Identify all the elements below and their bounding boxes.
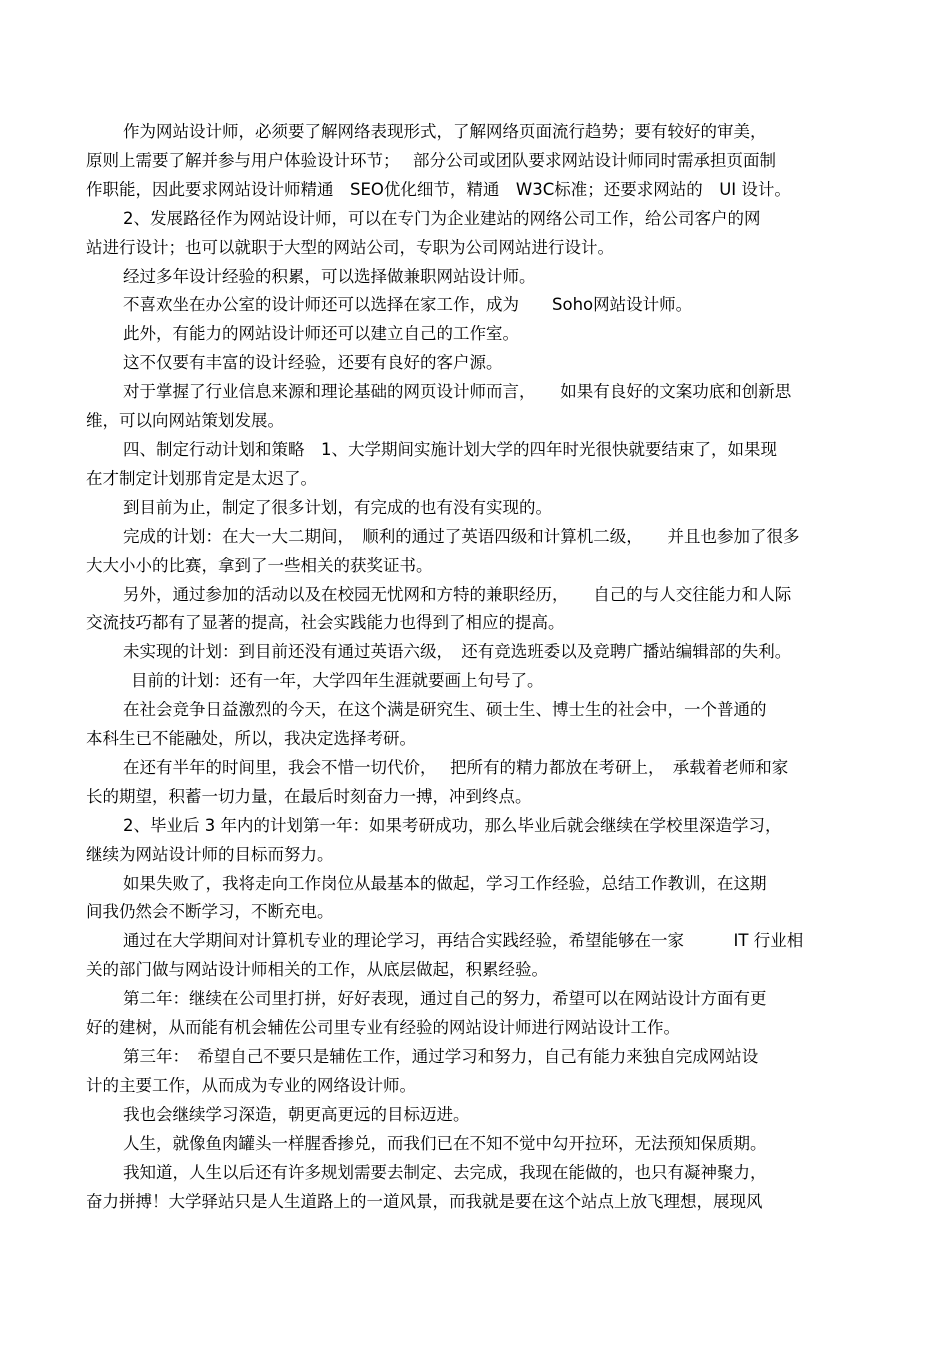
paragraph-line: 站进行设计；也可以就职于大型的网站公司，专职为公司网站进行设计。 (86, 237, 614, 257)
paragraph-line: 经过多年设计经验的积累，可以选择做兼职网站设计师。 (123, 266, 536, 286)
paragraph (86, 320, 866, 349)
paragraph-line: 在还有半年的时间里，我会不惜一切代价， 把所有的精力都放在考研上， 承载着老师和家 (123, 757, 789, 777)
paragraph-line: 2、毕业后 3 年内的计划第一年：如果考研成功，那么毕业后就会继续在学校里深造学习， (123, 815, 782, 835)
paragraph-line: 2、发展路径作为网站设计师，可以在专门为企业建站的网络公司工作，给公司客户的网 (123, 208, 761, 228)
paragraph (86, 205, 866, 263)
paragraph (86, 1043, 866, 1101)
paragraph (86, 696, 866, 754)
document-body (86, 118, 866, 1216)
paragraph (86, 378, 866, 436)
paragraph (86, 985, 866, 1043)
paragraph-line: 第三年： 希望自己不要只是辅佐工作，通过学习和努力，自己有能力来独自完成网站设 (123, 1047, 759, 1066)
paragraph-line: 作为网站设计师，必须要了解网络表现形式，了解网络页面流行趋势；要有较好的审美， (123, 122, 767, 141)
paragraph-line: 对于掌握了行业信息来源和理论基础的网页设计师而言， 如果有良好的文案功底和创新思 (123, 382, 792, 402)
paragraph (86, 927, 866, 985)
paragraph-line: 计的主要工作，从而成为专业的网络设计师。 (86, 1075, 416, 1095)
paragraph (86, 812, 866, 870)
paragraph-line: 原则上需要了解并参与用户体验设计环节； 部分公司或团队要求网站设计师同时需承担页面制 (86, 150, 776, 170)
paragraph-line: 四、制定行动计划和策略 1、大学期间实施计划大学的四年时光很快就要结束了，如果现 (123, 439, 777, 459)
paragraph (86, 667, 866, 696)
paragraph-line: 维，可以向网站策划发展。 (86, 411, 284, 431)
paragraph-line: 如果失败了，我将走向工作岗位从最基本的做起，学习工作经验，总结工作教训，在这期 (123, 873, 767, 893)
paragraph-line: 到目前为止，制定了很多计划，有完成的也有没有实现的。 (123, 497, 552, 517)
paragraph-line: 在才制定计划那肯定是太迟了。 (86, 468, 317, 488)
paragraph (86, 349, 866, 378)
paragraph-line: 我也会继续学习深造，朝更高更远的目标迈进。 (123, 1104, 470, 1124)
paragraph (86, 291, 866, 320)
paragraph-line: 这不仅要有丰富的设计经验，还要有良好的客户源。 (123, 353, 503, 373)
paragraph (86, 263, 866, 292)
paragraph (86, 581, 866, 639)
paragraph (86, 870, 866, 928)
paragraph-line: 在社会竞争日益激烈的今天，在这个满是研究生、硕士生、博士生的社会中，一个普通的 (123, 700, 767, 720)
paragraph-line: 未实现的计划：到目前还没有通过英语六级， 还有竞选班委以及竞聘广播站编辑部的失利。 (123, 642, 792, 662)
paragraph (86, 118, 866, 205)
paragraph-line: 我知道，人生以后还有许多规划需要去制定、去完成，我现在能做的，也只有凝神聚力， (123, 1162, 767, 1182)
paragraph-line: 不喜欢坐在办公室的设计师还可以选择在家工作，成为 Soho网站设计师。 (123, 295, 693, 315)
paragraph-line: 通过在大学期间对计算机专业的理论学习，再结合实践经验，希望能够在一家 IT 行业相 (123, 931, 804, 951)
paragraph-line: 第二年：继续在公司里打拼，好好表现，通过自己的努力，希望可以在网站设计方面有更 (123, 989, 767, 1009)
paragraph-line: 作职能，因此要求网站设计师精通 SEO优化细节，精通 W3C标准；还要求网站的 UI 设计。 (86, 179, 791, 199)
paragraph-line: 交流技巧都有了显著的提高，社会实践能力也得到了相应的提高。 (86, 613, 565, 633)
paragraph-line: 本科生已不能融处，所以，我决定选择考研。 (86, 729, 416, 749)
paragraph-line: 大大小小的比赛，拿到了一些相关的获奖证书。 (86, 555, 433, 575)
paragraph-line: 人生，就像鱼肉罐头一样腥香掺兑，而我们已在不知不觉中勾开拉环，无法预知保质期。 (123, 1133, 767, 1153)
paragraph (86, 436, 866, 494)
paragraph-line: 另外，通过参加的活动以及在校园无忧网和方特的兼职经历， 自己的与人交往能力和人际 (123, 584, 792, 604)
paragraph-line: 好的建树，从而能有机会辅佐公司里专业有经验的网站设计师进行网站设计工作。 (86, 1018, 680, 1038)
paragraph (86, 494, 866, 523)
paragraph (86, 1101, 866, 1130)
paragraph (86, 754, 866, 812)
paragraph-line: 目前的计划：还有一年，大学四年生涯就要画上句号了。 (131, 671, 544, 691)
paragraph-line: 此外，有能力的网站设计师还可以建立自己的工作室。 (123, 324, 519, 344)
paragraph-line: 奋力拼搏！大学驿站只是人生道路上的一道风景，而我就是要在这个站点上放飞理想，展现风 (86, 1191, 763, 1211)
paragraph (86, 1130, 866, 1159)
paragraph (86, 638, 866, 667)
paragraph-line: 间我仍然会不断学习，不断充电。 (86, 902, 334, 922)
paragraph-line: 完成的计划：在大一大二期间， 顺利的通过了英语四级和计算机二级， 并且也参加了很多 (123, 526, 800, 546)
paragraph (86, 523, 866, 581)
paragraph-line: 长的期望，积蓄一切力量，在最后时刻奋力一搏，冲到终点。 (86, 786, 532, 806)
paragraph-line: 关的部门做与网站设计师相关的工作，从底层做起，积累经验。 (86, 960, 548, 980)
paragraph (86, 1159, 866, 1217)
paragraph-line: 继续为网站设计师的目标而努力。 (86, 844, 334, 864)
